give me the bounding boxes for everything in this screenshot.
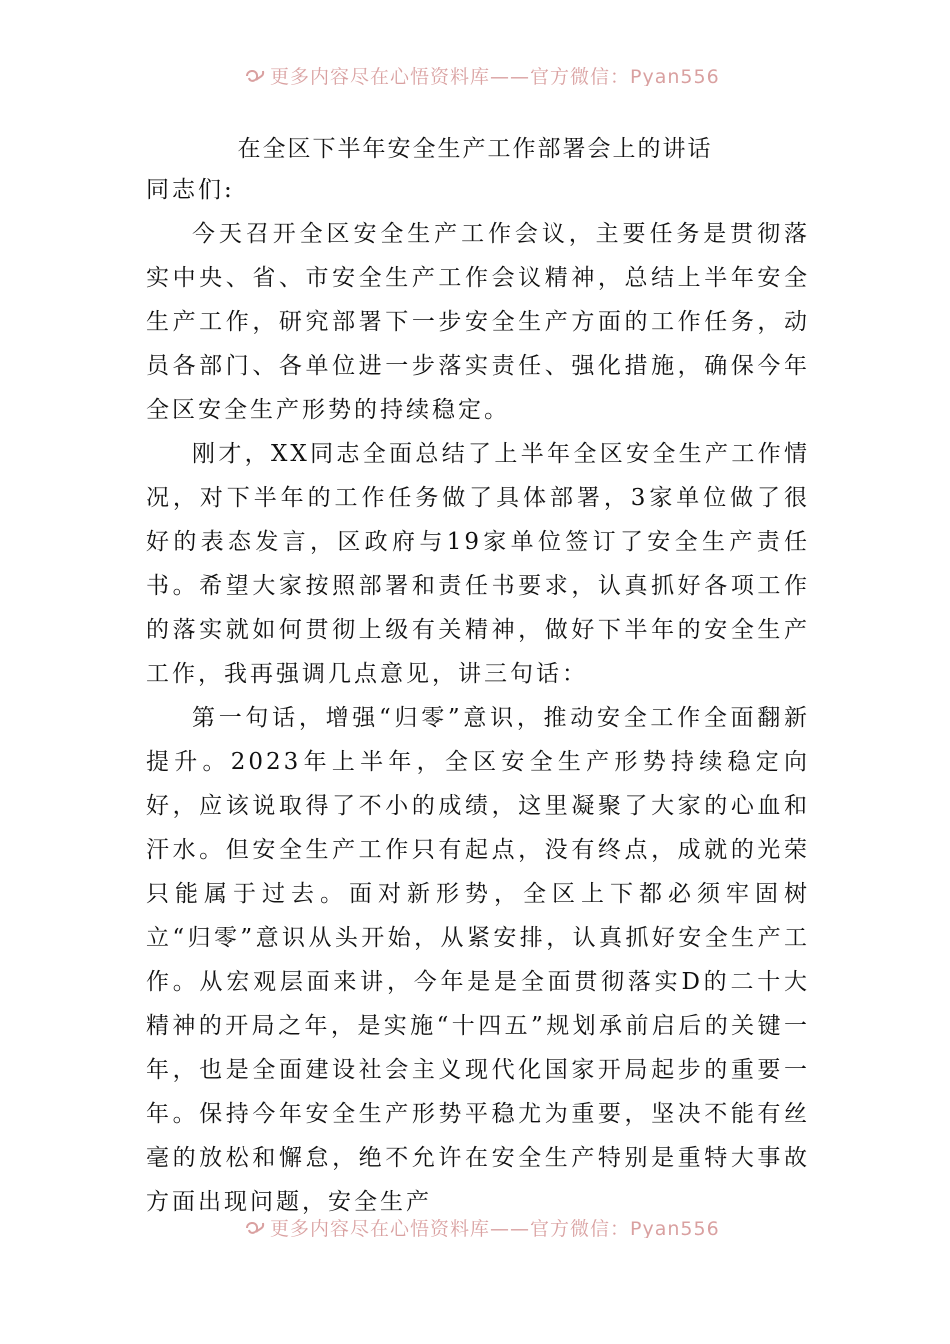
document-body bbox=[146, 168, 810, 1224]
paragraph-2: 刚才，XX同志全面总结了上半年全区安全生产工作情况，对下半年的工作任务做了具体部署，3家单位做了很好的表态发言，区政府与19家单位签订了安全生产责任书。希望大家按照部署和责任书要求，认真抓好各项工作的落实就如何贯彻上级有关精神，做好下半年的安全生产工作，我再强调几点意见，讲三句话： bbox=[146, 441, 810, 687]
watermark-footer-inner bbox=[244, 1214, 720, 1238]
paragraph-1: 今天召开全区安全生产工作会议，主要任务是贯彻落实中央、省、市安全生产工作会议精神，总结上半年安全生产工作，研究部署下一步安全生产方面的工作任务，动员各部门、各单位进一步落实责任、强化措施，确保今年全区安全生产形势的持续稳定。 bbox=[146, 221, 810, 423]
document-title: 在全区下半年安全生产工作部署会上的讲话 bbox=[237, 136, 713, 162]
watermark-footer bbox=[0, 1208, 950, 1238]
paragraph-3: 第一句话，增强“归零”意识，推动安全工作全面翻新提升。2023年上半年，全区安全生产形势持续稳定向好，应该说取得了不小的成绩，这里凝聚了大家的心血和汗水。但安全生产工作只有起点，没有终点，成就的光荣只能属于过去。面对新形势，全区上下都必须牢固树立“归零”意识从头开始，从紧安排，认真抓好安全生产工作。从宏观层面来讲，今年是是全面贯彻落实D的二十大精神的开局之年，是实施“十四五”规划承前启后的关键一年，也是全面建设社会主义现代化国家开局起步的重要一年。保持今年安全生产形势平稳尤为重要，坚决不能有丝毫的放松和懈怠，绝不允许在安全生产特别是重特大事故方面出现问题，安全生产 bbox=[146, 705, 810, 1215]
watermark-logo-icon bbox=[244, 1219, 266, 1237]
watermark-header bbox=[0, 56, 950, 86]
salutation: 同志们: bbox=[146, 177, 235, 203]
watermark-footer-text: 更多内容尽在心悟资料库——官方微信：Pyan556 bbox=[270, 1218, 720, 1238]
watermark-header-text: 更多内容尽在心悟资料库——官方微信：Pyan556 bbox=[270, 66, 720, 86]
watermark-logo-icon bbox=[244, 67, 266, 85]
watermark-header-inner bbox=[244, 62, 720, 86]
